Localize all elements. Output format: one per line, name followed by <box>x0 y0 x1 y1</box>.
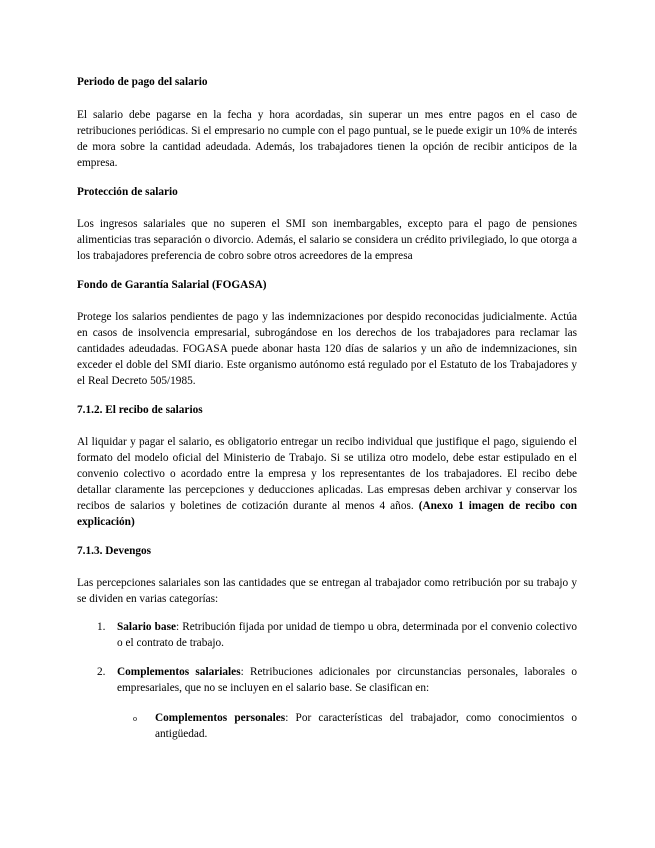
heading-fogasa: Fondo de Garantía Salarial (FOGASA) <box>77 279 267 291</box>
list-item-text: : Retribuciones adicionales por circunstancias personales, laborales o empresariales, que no se incluyen en el salario base. Se clasifican en: <box>117 666 577 695</box>
heading-recibo-salarios: 7.1.2. El recibo de salarios <box>77 404 203 416</box>
list-item-complementos-salariales <box>117 664 577 696</box>
sublist-item-term: Complementos personales <box>155 712 286 724</box>
recibo-body-text: Al liquidar y pagar el salario, es obligatorio entregar un recibo individual que justifique el pago, siguiendo el formato del modelo oficial del Ministerio de Trabajo. Si se utiliza otro modelo, debe estar estipulado en el convenio colectivo o acordado entre la empresa y los representantes de los trabajadores. El recibo debe detallar claramente las percepciones y deducciones aplicadas. Las empresas deben archivar y conservar los recibos de salarios y boletines de cotización durante al menos 4 años. <box>77 436 577 513</box>
paragraph-fogasa: Protege los salarios pendientes de pago y las indemnizaciones por despido reconocidas judicialmente. Actúa en casos de insolvencia empresarial, subrogándose en los derechos de los trabajadores para reclamar las cantidades adeudadas. FOGASA puede abonar hasta 120 días de salarios y un año de indemnizaciones, sin exceder el doble del SMI diario. Este organismo autónomo está regulado por el Estatuto de los Trabajadores y el Real Decreto 505/1985. <box>77 311 577 388</box>
paragraph-recibo-salarios <box>77 434 577 531</box>
list-item-term: Salario base <box>117 621 176 633</box>
sublist-item-complementos-personales <box>155 710 577 742</box>
list-item-number: 1. <box>97 621 106 633</box>
paragraph-periodo-pago: El salario debe pagarse en la fecha y hora acordadas, sin superar un mes entre pagos en el caso de retribuciones periódicas. Si el empresario no cumple con el pago puntual, se le puede exigir un 10% de interés de mora sobre la cantidad adeudada. Además, los trabajadores tienen la opción de recibir anticipos de la empresa. <box>77 109 577 170</box>
heading-devengos: 7.1.3. Devengos <box>77 545 152 557</box>
heading-periodo-pago: Periodo de pago del salario <box>77 76 208 88</box>
sublist-item-text: : Por características del trabajador, como conocimientos o antigüedad. <box>155 712 577 741</box>
paragraph-proteccion-salario: Los ingresos salariales que no superen el SMI son inembargables, excepto para el pago de pensiones alimenticias tras separación o divorcio. Además, el salario se considera un crédito privilegiado, lo que otorga a los trabajadores preferencia de cobro sobre otros acreedores de la empresa <box>77 218 577 263</box>
paragraph-devengos-intro: Las percepciones salariales son las cantidades que se entregan al trabajador como retribución por su trabajo y se dividen en varias categorías: <box>77 577 577 606</box>
list-item-salario-base <box>117 619 577 651</box>
heading-proteccion-salario: Protección de salario <box>77 186 178 198</box>
list-item-text: : Retribución fijada por unidad de tiempo u obra, determinada por el convenio colectivo o el contrato de trabajo. <box>117 621 577 650</box>
list-item-number: 2. <box>97 666 106 678</box>
circle-bullet-icon: o <box>133 714 137 723</box>
recibo-annex-note: (Anexo 1 imagen de recibo con explicación) <box>77 500 578 529</box>
list-item-term: Complementos salariales <box>117 666 241 678</box>
